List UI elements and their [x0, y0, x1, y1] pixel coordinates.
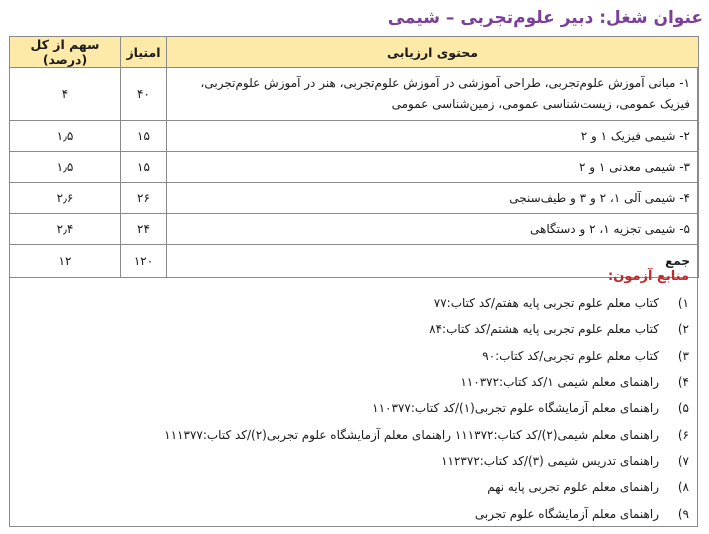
sources-heading: منابع آزمون: — [608, 269, 689, 284]
row-share: ۴ — [10, 68, 121, 121]
row-score: ۲۶ — [121, 183, 167, 214]
source-number: ۹) — [677, 506, 689, 521]
row-score: ۴۰ — [121, 68, 167, 121]
row-score: ۲۴ — [121, 214, 167, 245]
table-row — [10, 183, 699, 214]
source-text: راهنمای معلم آزمایشگاه علوم تجربی(۱)/کد کتاب:۱۱۰۳۷۷ — [372, 401, 659, 416]
source-text: راهنمای معلم آزمایشگاه علوم تجربی — [474, 506, 659, 521]
row-content: ۵- شیمی تجزیه ۱، ۲ و دستگاهی — [167, 214, 699, 245]
row-share: ۲٫۴ — [10, 214, 121, 245]
source-item — [19, 290, 689, 316]
source-text: راهنمای تدریس شیمی (۳)/کد کتاب:۱۱۲۳۷۲ — [441, 453, 659, 468]
source-number: ۴) — [677, 375, 689, 390]
row-content: ۳- شیمی معدنی ۱ و ۲ — [167, 152, 699, 183]
source-text: کتاب معلم علوم تجربی/کد کتاب:۹۰ — [482, 348, 659, 363]
exam-sources-section — [19, 266, 689, 527]
source-item — [19, 369, 689, 395]
source-number: ۳) — [677, 348, 689, 363]
source-number: ۲) — [677, 322, 689, 337]
source-item — [19, 474, 689, 500]
row-share: ۲٫۶ — [10, 183, 121, 214]
row-score: ۱۵ — [121, 152, 167, 183]
header-content: محتوی ارزیابی — [167, 37, 699, 68]
table-row — [10, 68, 699, 121]
source-number: ۱) — [677, 296, 689, 311]
source-text: راهنمای معلم شیمی ۱/کد کتاب:۱۱۰۳۷۲ — [460, 375, 659, 390]
source-item — [19, 500, 689, 526]
row-share: ۱٫۵ — [10, 152, 121, 183]
source-item — [19, 421, 689, 447]
total-score: ۱۲۰ — [121, 245, 167, 278]
row-content: ۲- شیمی فیزیک ۱ و ۲ — [167, 121, 699, 152]
source-text: کتاب معلم علوم تجربی پایه هفتم/کد کتاب:۷۷ — [433, 296, 659, 311]
total-share: ۱۲ — [10, 245, 121, 278]
row-content: ۴- شیمی آلی ۱، ۲ و ۳ و طیف‌سنجی — [167, 183, 699, 214]
source-item — [19, 448, 689, 474]
row-share: ۱٫۵ — [10, 121, 121, 152]
source-number: ۸) — [677, 480, 689, 495]
source-item — [19, 343, 689, 369]
table-row — [10, 214, 699, 245]
header-score: امتیاز — [121, 37, 167, 68]
source-number: ۵) — [677, 401, 689, 416]
row-content: ۱- مبانی آموزش علوم‌تجربی، طراحی آموزشی در آموزش علوم‌تجربی، هنر در آموزش علوم‌تجربی، فیزیک عمومی، زیست‌شناسی عمومی، زمین‌شناسی عمومی — [167, 68, 699, 121]
source-text: راهنمای معلم شیمی(۲)/کد کتاب:۱۱۱۳۷۲ راهنمای معلم آزمایشگاه علوم تجربی(۲)/کد کتاب:۱۱۱۳۷۷ — [164, 427, 659, 442]
source-text: راهنمای معلم علوم تجربی پایه نهم — [487, 480, 659, 495]
source-item — [19, 316, 689, 342]
table-header-row — [10, 37, 699, 68]
table-row — [10, 152, 699, 183]
table-row — [10, 121, 699, 152]
header-share: سهم از کل (درصد) — [10, 37, 121, 68]
source-number: ۶) — [677, 427, 689, 442]
row-score: ۱۵ — [121, 121, 167, 152]
source-number: ۷) — [677, 453, 689, 468]
evaluation-table — [9, 36, 699, 278]
total-label: جمع — [167, 245, 699, 278]
source-text: کتاب معلم علوم تجربی پایه هشتم/کد کتاب:۸۴ — [429, 322, 659, 337]
page-title: عنوان شغل: دبیر علوم‌تجربی – شیمی — [387, 8, 703, 28]
source-item — [19, 395, 689, 421]
